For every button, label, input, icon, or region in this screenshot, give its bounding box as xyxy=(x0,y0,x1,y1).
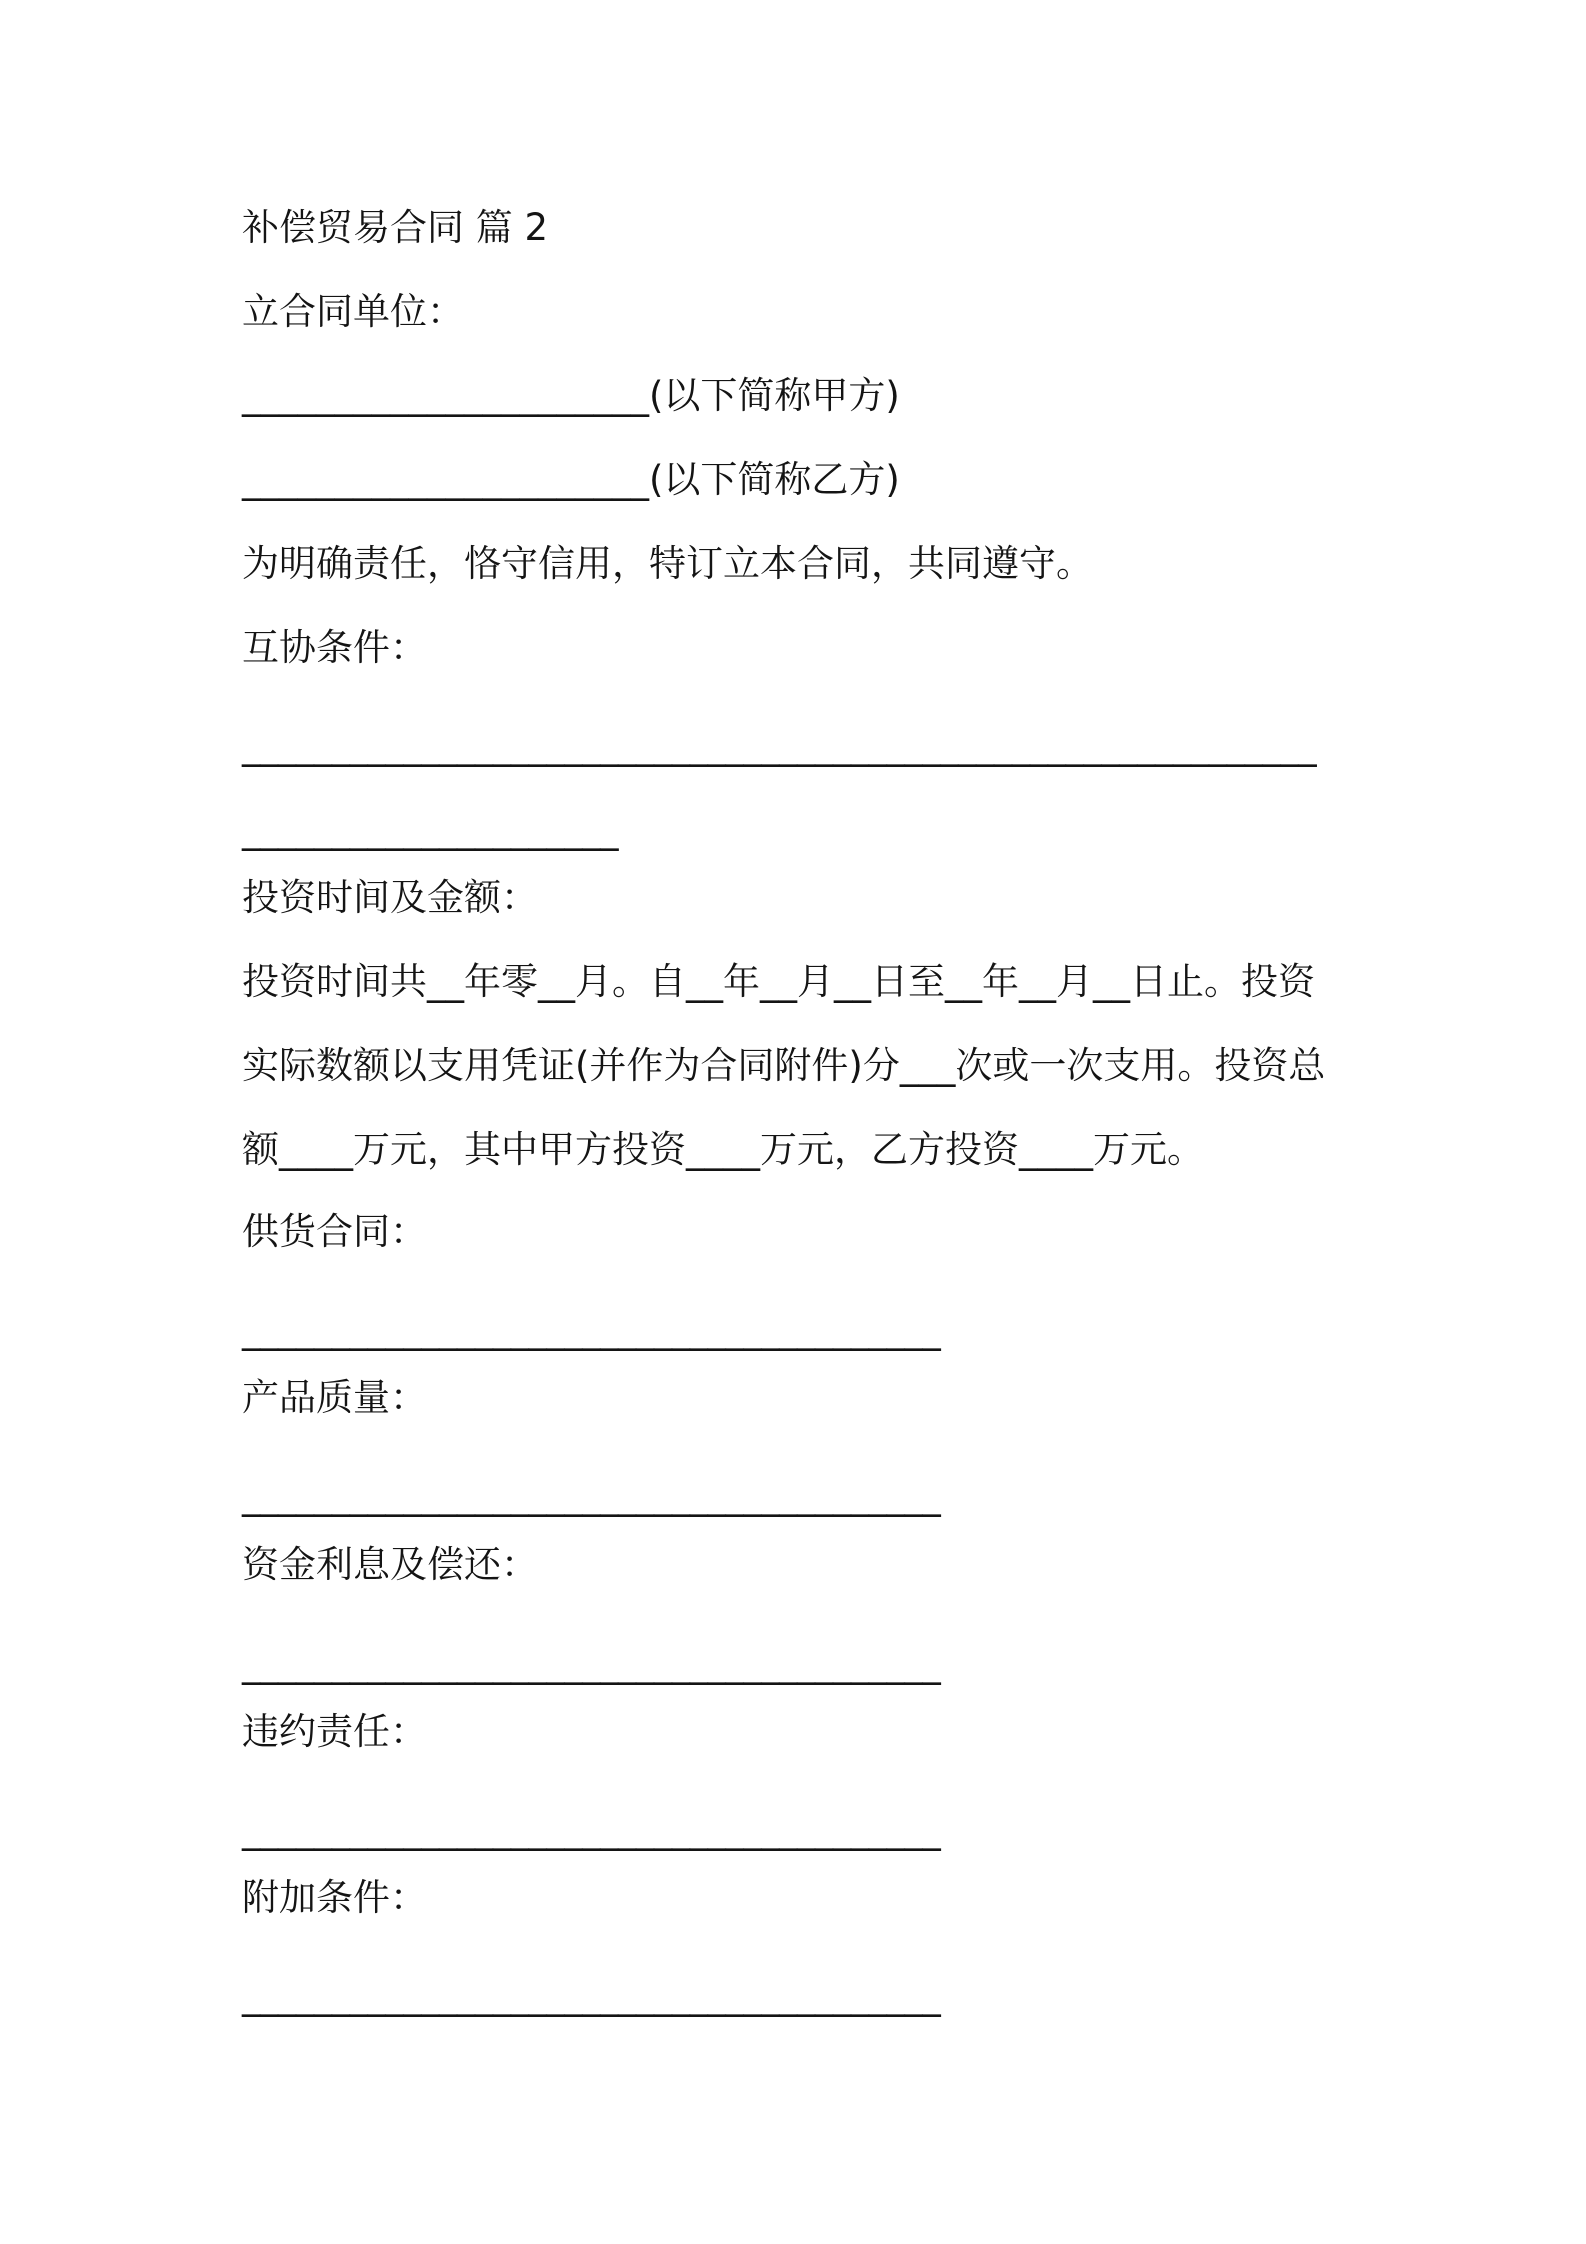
interest-blank: _______________________________________ xyxy=(242,1642,941,1685)
quality-blank: _______________________________________ xyxy=(242,1474,941,1517)
party-b-line: ______________________(以下简称乙方) xyxy=(242,458,900,501)
supply-heading: 供货合同： xyxy=(242,1210,427,1253)
investment-line-1: 投资时间共__年零__月。自__年__月__日至__年__月__日止。投资 xyxy=(242,960,1315,1003)
liability-heading: 违约责任： xyxy=(242,1710,427,1753)
investment-line-3: 额____万元，其中甲方投资____万元，乙方投资____万元。 xyxy=(242,1128,1204,1171)
cooperation-heading: 互协条件： xyxy=(242,626,427,669)
party-a-line: ______________________(以下简称甲方) xyxy=(242,374,900,417)
additional-blank: _______________________________________ xyxy=(242,1974,941,2017)
preamble-text: 为明确责任，恪守信用，特订立本合同，共同遵守。 xyxy=(242,542,1093,585)
parties-heading: 立合同单位： xyxy=(242,290,464,333)
cooperation-blank-1: ____________________________________________________________ xyxy=(242,724,1317,767)
interest-heading: 资金利息及偿还： xyxy=(242,1543,538,1586)
quality-heading: 产品质量： xyxy=(242,1376,427,1419)
additional-heading: 附加条件： xyxy=(242,1876,427,1919)
cooperation-blank-2: _____________________ xyxy=(242,808,618,851)
document-title: 补偿贸易合同 篇 2 xyxy=(242,206,549,249)
investment-heading: 投资时间及金额： xyxy=(242,876,538,919)
liability-blank: _______________________________________ xyxy=(242,1808,941,1851)
investment-line-2: 实际数额以支用凭证(并作为合同附件)分___次或一次支用。投资总 xyxy=(242,1044,1326,1087)
supply-blank: _______________________________________ xyxy=(242,1308,941,1351)
